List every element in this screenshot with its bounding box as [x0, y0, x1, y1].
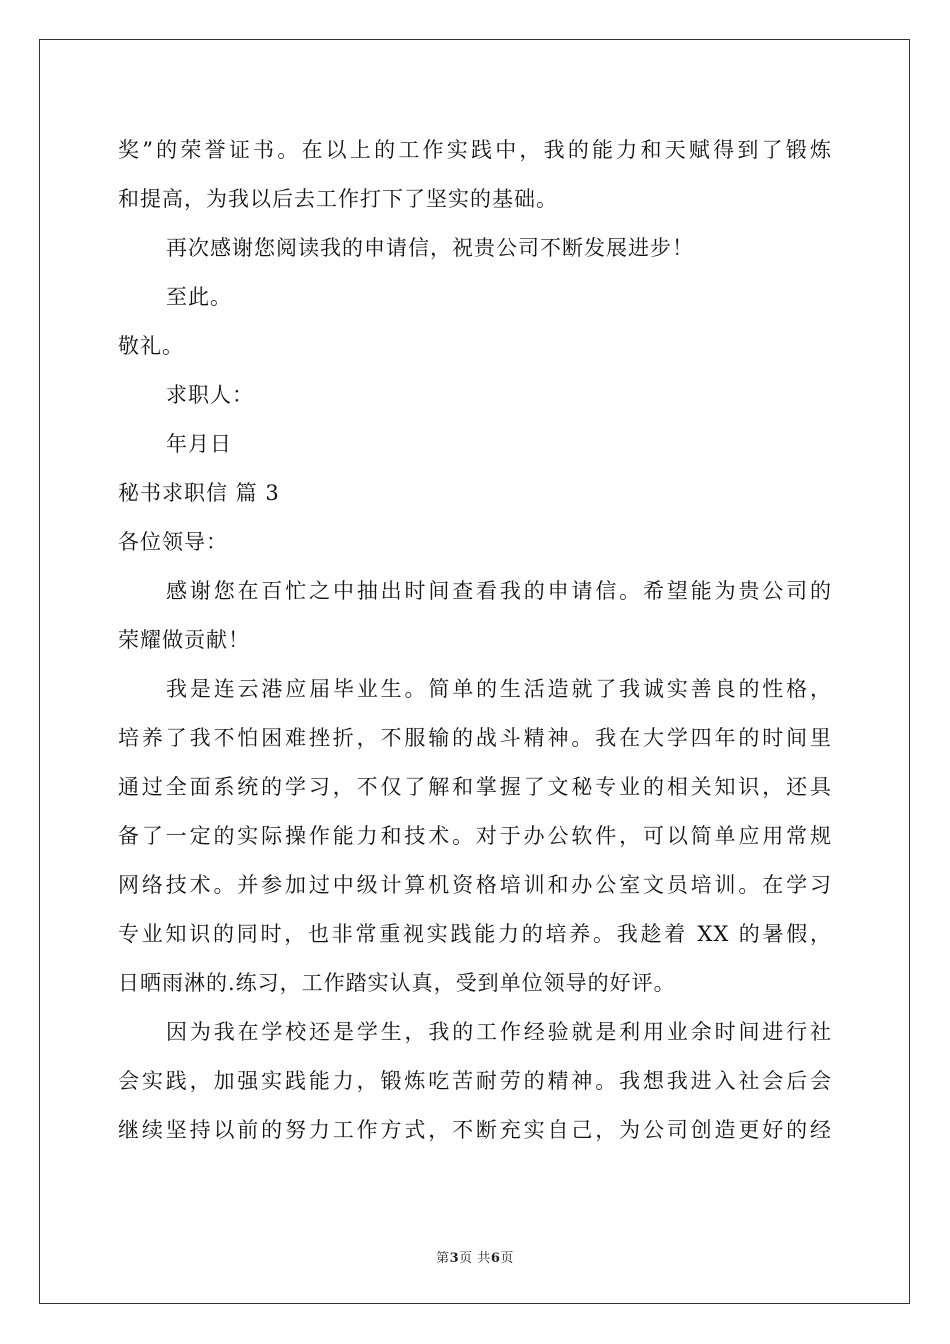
text-line: 网络技术。并参加过中级计算机资格培训和办公室文员培训。在学习 [118, 873, 832, 897]
text-line: 求职人： [166, 383, 254, 407]
text-line: 敬礼。 [118, 334, 184, 358]
text-line: 年月日 [166, 432, 232, 456]
page-mid: 页 共 [459, 1251, 491, 1266]
page-total: 6 [490, 1251, 501, 1266]
document-body [118, 126, 832, 1155]
page-current: 3 [449, 1251, 460, 1266]
text-line: 培养了我不怕困难挫折，不服输的战斗精神。我在大学四年的时间里 [118, 726, 832, 750]
text-line: 继续坚持以前的努力工作方式，不断充实自己，为公司创造更好的经 [118, 1118, 832, 1142]
text-line: 日晒雨淋的.练习，工作踏实认真，受到单位领导的好评。 [118, 971, 676, 995]
text-line: 奖”的荣誉证书。在以上的工作实践中，我的能力和天赋得到了锻炼 [118, 138, 832, 162]
page-suffix: 页 [500, 1251, 514, 1266]
text-line: 至此。 [166, 285, 232, 309]
text-line: 荣耀做贡献！ [118, 628, 250, 652]
salutation: 各位领导： [118, 530, 228, 554]
page-prefix: 第 [436, 1251, 450, 1266]
text-line: 专业知识的同时，也非常重视实践能力的培养。我趁着 XX 的暑假， [118, 922, 832, 946]
text-line: 和提高，为我以后去工作打下了坚实的基础。 [118, 187, 558, 211]
text-line: 因为我在学校还是学生，我的工作经验就是利用业余时间进行社 [166, 1020, 832, 1044]
text-line: 通过全面系统的学习，不仅了解和掌握了文秘专业的相关知识，还具 [118, 775, 832, 799]
page-footer [0, 1247, 950, 1266]
text-line: 备了一定的实际操作能力和技术。对于办公软件，可以简单应用常规 [118, 824, 832, 848]
text-line: 我是连云港应届毕业生。简单的生活造就了我诚实善良的性格， [166, 677, 832, 701]
text-line: 感谢您在百忙之中抽出时间查看我的申请信。希望能为贵公司的 [166, 579, 832, 603]
section-heading: 秘书求职信 篇 3 [118, 481, 280, 505]
text-line: 再次感谢您阅读我的申请信，祝贵公司不断发展进步！ [166, 236, 694, 260]
text-line: 会实践，加强实践能力，锻炼吃苦耐劳的精神。我想我进入社会后会 [118, 1069, 832, 1093]
